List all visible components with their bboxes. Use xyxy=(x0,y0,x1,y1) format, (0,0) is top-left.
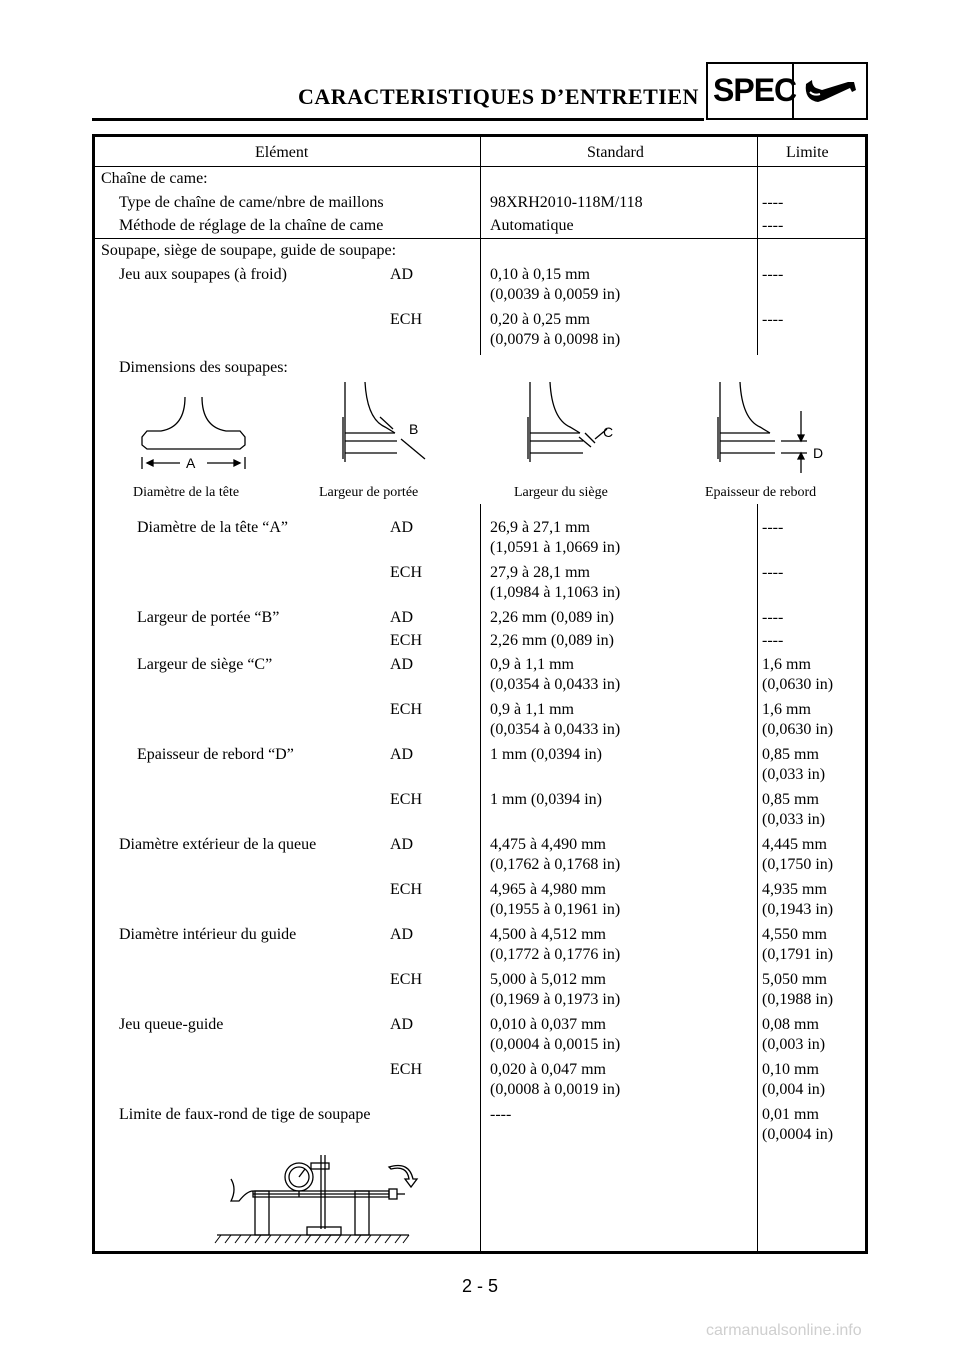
row-standard: 0,020 à 0,047 mm xyxy=(490,1061,606,1078)
row-limit: (0,0004 in) xyxy=(762,1126,834,1143)
row-standard: (0,0354 à 0,0433 in) xyxy=(490,676,621,693)
section-title-valve: Soupape, siège de soupape, guide de soupape: xyxy=(101,242,397,259)
column-header-element: Elément xyxy=(255,144,309,161)
figure-letter-b: B xyxy=(409,421,419,437)
row-limit: (0,0630 in) xyxy=(762,676,834,693)
row-limit: (0,1791 in) xyxy=(762,946,834,963)
watermark: carmanualsonline.info xyxy=(706,1322,862,1339)
row-standard: (0,1955 à 0,1961 in) xyxy=(490,901,621,918)
header-rule xyxy=(92,118,704,121)
figure-caption: Diamètre de la tête xyxy=(133,485,240,500)
row-standard: 27,9 à 28,1 mm xyxy=(490,564,590,581)
row-sub: AD xyxy=(390,836,414,853)
row-limit: ---- xyxy=(762,632,784,649)
row-limit: 4,935 mm xyxy=(762,881,827,898)
figure-caption: Largeur de portée xyxy=(319,485,419,500)
wrench-icon xyxy=(800,70,860,112)
row-standard: (0,0354 à 0,0433 in) xyxy=(490,721,621,738)
row-limit: 4,445 mm xyxy=(762,836,827,853)
row-standard: Automatique xyxy=(490,217,574,234)
row-limit: (0,033 in) xyxy=(762,766,826,783)
row-label: Jeu queue-guide xyxy=(119,1016,224,1033)
figure-letter-d: D xyxy=(813,445,824,461)
row-limit: ---- xyxy=(762,519,784,536)
row-limit: (0,003 in) xyxy=(762,1036,826,1053)
row-limit: (0,1750 in) xyxy=(762,856,834,873)
row-sub: AD xyxy=(390,926,414,943)
row-label: Epaisseur de rebord “D” xyxy=(137,746,294,763)
row-standard: (0,1772 à 0,1776 in) xyxy=(490,946,621,963)
row-standard: (1,0591 à 1,0669 in) xyxy=(490,539,621,556)
row-sub: AD xyxy=(390,1016,414,1033)
col-divider-standard xyxy=(480,137,481,355)
row-label: Type de chaîne de came/nbre de maillons xyxy=(119,194,384,211)
row-sub: ECH xyxy=(390,632,422,649)
figure-caption: Epaisseur de rebord xyxy=(705,485,817,500)
row-standard: 4,475 à 4,490 mm xyxy=(490,836,606,853)
col-divider-limit xyxy=(757,137,758,355)
figure-caption: Largeur du siège xyxy=(514,485,608,500)
row-limit: ---- xyxy=(762,564,784,581)
row-label: Largeur de siège “C” xyxy=(137,656,273,673)
row-label: Largeur de portée “B” xyxy=(137,609,280,626)
row-sub: AD xyxy=(390,746,414,763)
row-sub: ECH xyxy=(390,564,422,581)
spec-badge-label: SPEC xyxy=(713,72,797,108)
row-limit: ---- xyxy=(762,266,784,283)
row-limit: 0,10 mm xyxy=(762,1061,819,1078)
row-standard: (1,0984 à 1,1063 in) xyxy=(490,584,621,601)
row-sub: ECH xyxy=(390,881,422,898)
row-sub: ECH xyxy=(390,1061,422,1078)
col-divider-standard-lower xyxy=(480,504,481,1254)
row-standard: 1 mm (0,0394 in) xyxy=(490,746,602,763)
row-limit: ---- xyxy=(762,609,784,626)
row-label: Méthode de réglage de la chaîne de came xyxy=(119,217,384,234)
row-standard: (0,0008 à 0,0019 in) xyxy=(490,1081,621,1098)
page-title: CARACTERISTIQUES D’ENTRETIEN xyxy=(298,84,699,109)
row-limit: (0,1943 in) xyxy=(762,901,834,918)
row-limit: (0,0630 in) xyxy=(762,721,834,738)
row-standard: (0,0039 à 0,0059 in) xyxy=(490,286,621,303)
row-label: Diamètre extérieur de la queue xyxy=(119,836,317,853)
spec-table xyxy=(92,134,868,1254)
figure-letter-c: C xyxy=(603,424,614,440)
row-limit: 5,050 mm xyxy=(762,971,827,988)
row-limit: 0,85 mm xyxy=(762,746,819,763)
valve-dimensions-figure xyxy=(95,377,865,487)
dial-gauge-figure xyxy=(213,1139,453,1247)
row-sub: ECH xyxy=(390,971,422,988)
row-standard: 4,965 à 4,980 mm xyxy=(490,881,606,898)
row-limit: (0,1988 in) xyxy=(762,991,834,1008)
row-limit: ---- xyxy=(762,194,784,211)
row-limit: ---- xyxy=(762,311,784,328)
row-sub: AD xyxy=(390,266,414,283)
row-limit: 4,550 mm xyxy=(762,926,827,943)
row-sub: AD xyxy=(390,609,414,626)
row-label: Diamètre de la tête “A” xyxy=(137,519,289,536)
row-standard: 0,10 à 0,15 mm xyxy=(490,266,590,283)
figure-letter-a: A xyxy=(186,455,196,471)
row-standard: 0,20 à 0,25 mm xyxy=(490,311,590,328)
row-limit: 1,6 mm xyxy=(762,701,811,718)
row-standard: 1 mm (0,0394 in) xyxy=(490,791,602,808)
row-limit: 0,01 mm xyxy=(762,1106,819,1123)
row-standard: (0,0004 à 0,0015 in) xyxy=(490,1036,621,1053)
row-standard: 0,9 à 1,1 mm xyxy=(490,656,574,673)
row-sub: AD xyxy=(390,519,414,536)
page-number: 2 - 5 xyxy=(462,1276,499,1296)
row-label: Jeu aux soupapes (à froid) xyxy=(119,266,287,283)
col-divider-limit-lower xyxy=(757,504,758,1254)
row-limit: 0,08 mm xyxy=(762,1016,819,1033)
row-standard: 5,000 à 5,012 mm xyxy=(490,971,606,988)
row-sub: ECH xyxy=(390,701,422,718)
row-standard: ---- xyxy=(490,1106,512,1123)
row-standard: (0,1969 à 0,1973 in) xyxy=(490,991,621,1008)
row-limit: (0,004 in) xyxy=(762,1081,826,1098)
row-standard: (0,0079 à 0,0098 in) xyxy=(490,331,621,348)
row-standard: 2,26 mm (0,089 in) xyxy=(490,632,614,649)
row-standard: 4,500 à 4,512 mm xyxy=(490,926,606,943)
row-sub: ECH xyxy=(390,791,422,808)
row-label: Diamètre intérieur du guide xyxy=(119,926,297,943)
row-standard: 26,9 à 27,1 mm xyxy=(490,519,590,536)
row-standard: 0,9 à 1,1 mm xyxy=(490,701,574,718)
row-standard: (0,1762 à 0,1768 in) xyxy=(490,856,621,873)
dimensions-title: Dimensions des soupapes: xyxy=(119,359,288,376)
row-label: Limite de faux-rond de tige de soupape xyxy=(119,1106,371,1123)
row-sub: ECH xyxy=(390,311,422,328)
row-limit: 1,6 mm xyxy=(762,656,811,673)
row-limit: 0,85 mm xyxy=(762,791,819,808)
column-header-limit: Limite xyxy=(786,144,829,161)
row-standard: 2,26 mm (0,089 in) xyxy=(490,609,614,626)
column-header-standard: Standard xyxy=(587,144,644,161)
row-limit: ---- xyxy=(762,217,784,234)
section-title-cam-chain: Chaîne de came: xyxy=(101,170,208,187)
row-standard: 98XRH2010-118M/118 xyxy=(490,194,643,211)
row-sub: AD xyxy=(390,656,414,673)
row-limit: (0,033 in) xyxy=(762,811,826,828)
row-standard: 0,010 à 0,037 mm xyxy=(490,1016,606,1033)
